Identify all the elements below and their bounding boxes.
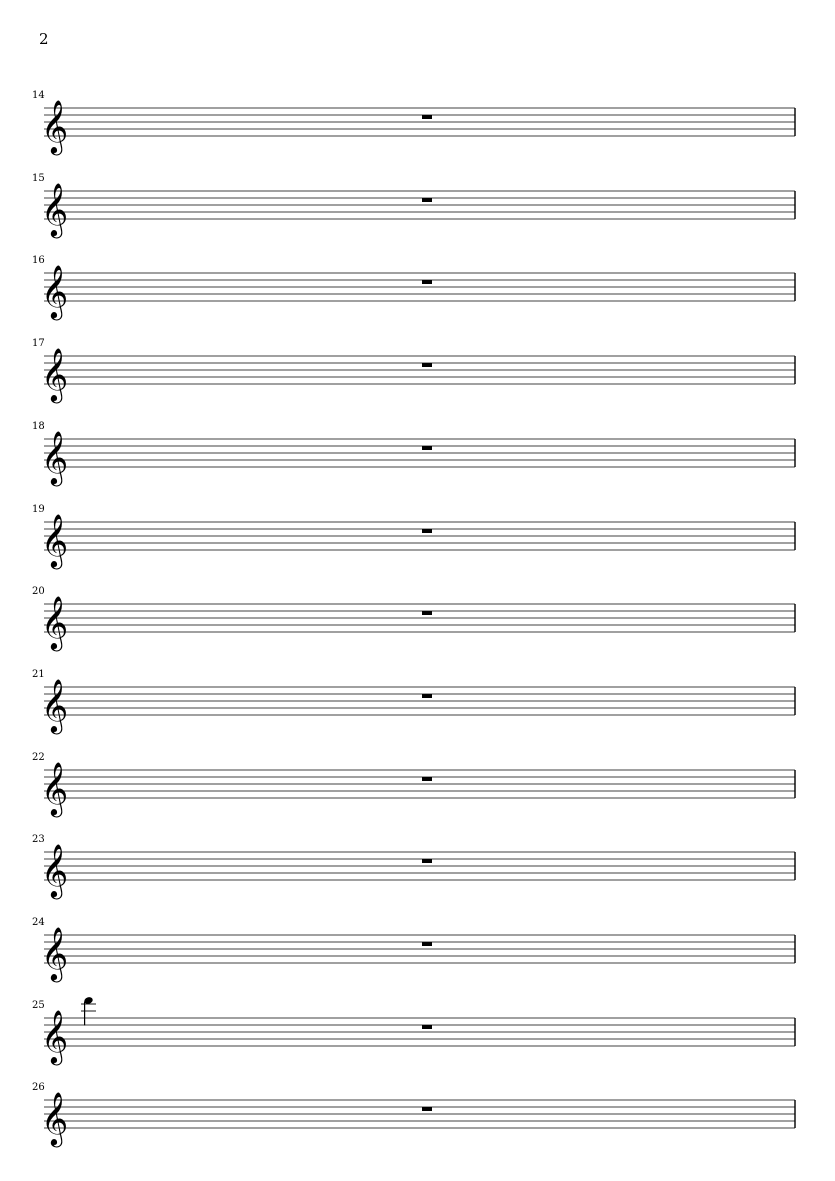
treble-clef-icon: 𝄞 bbox=[41, 430, 69, 484]
staff-system bbox=[0, 669, 835, 735]
treble-clef-icon: 𝄞 bbox=[41, 1009, 69, 1063]
treble-clef-icon: 𝄞 bbox=[41, 182, 69, 236]
treble-clef-icon: 𝄞 bbox=[41, 595, 69, 649]
whole-rest-icon bbox=[422, 198, 432, 202]
quarter-note bbox=[81, 996, 96, 1025]
staff bbox=[0, 921, 835, 983]
whole-rest-icon bbox=[422, 280, 432, 284]
staff bbox=[0, 425, 835, 487]
measure-number: 14 bbox=[32, 90, 45, 101]
staff-system bbox=[0, 90, 835, 156]
staff bbox=[0, 177, 835, 239]
measure-number: 15 bbox=[32, 173, 45, 184]
measure-number: 18 bbox=[32, 421, 45, 432]
staff bbox=[0, 838, 835, 900]
measure-number: 25 bbox=[32, 1000, 45, 1011]
staff-system bbox=[0, 752, 835, 818]
staff-system bbox=[0, 338, 835, 404]
staff bbox=[0, 590, 835, 652]
whole-rest-icon bbox=[422, 529, 432, 533]
staff-system bbox=[0, 586, 835, 652]
treble-clef-icon: 𝄞 bbox=[41, 99, 69, 153]
whole-rest-icon bbox=[422, 363, 432, 367]
whole-rest-icon bbox=[422, 1025, 432, 1029]
measure-number: 17 bbox=[32, 338, 45, 349]
staff bbox=[0, 1086, 835, 1148]
staff-system bbox=[0, 1000, 835, 1066]
measure-number: 20 bbox=[32, 586, 45, 597]
page-number: 2 bbox=[39, 30, 49, 48]
staff bbox=[0, 673, 835, 735]
staff-system bbox=[0, 255, 835, 321]
treble-clef-icon: 𝄞 bbox=[41, 347, 69, 401]
whole-rest-icon bbox=[422, 859, 432, 863]
whole-rest-icon bbox=[422, 115, 432, 119]
staff bbox=[0, 756, 835, 818]
measure-number: 23 bbox=[32, 834, 45, 845]
staff bbox=[0, 508, 835, 570]
staff bbox=[0, 94, 835, 156]
treble-clef-icon: 𝄞 bbox=[41, 678, 69, 732]
measure-number: 22 bbox=[32, 752, 45, 763]
treble-clef-icon: 𝄞 bbox=[41, 264, 69, 318]
measure-number: 26 bbox=[32, 1082, 45, 1093]
staff-system bbox=[0, 1082, 835, 1148]
whole-rest-icon bbox=[422, 611, 432, 615]
whole-rest-icon bbox=[422, 1107, 432, 1111]
staff bbox=[0, 342, 835, 404]
staff bbox=[0, 1004, 835, 1066]
whole-rest-icon bbox=[422, 942, 432, 946]
treble-clef-icon: 𝄞 bbox=[41, 843, 69, 897]
treble-clef-icon: 𝄞 bbox=[41, 761, 69, 815]
staff-system bbox=[0, 173, 835, 239]
staff-system bbox=[0, 834, 835, 900]
staff bbox=[0, 259, 835, 321]
treble-clef-icon: 𝄞 bbox=[41, 926, 69, 980]
measure-number: 24 bbox=[32, 917, 45, 928]
whole-rest-icon bbox=[422, 694, 432, 698]
measure-number: 16 bbox=[32, 255, 45, 266]
staff-system bbox=[0, 421, 835, 487]
measure-number: 19 bbox=[32, 504, 45, 515]
whole-rest-icon bbox=[422, 777, 432, 781]
staff-system bbox=[0, 917, 835, 983]
treble-clef-icon: 𝄞 bbox=[41, 1091, 69, 1145]
staff-system bbox=[0, 504, 835, 570]
treble-clef-icon: 𝄞 bbox=[41, 513, 69, 567]
measure-number: 21 bbox=[32, 669, 45, 680]
whole-rest-icon bbox=[422, 446, 432, 450]
